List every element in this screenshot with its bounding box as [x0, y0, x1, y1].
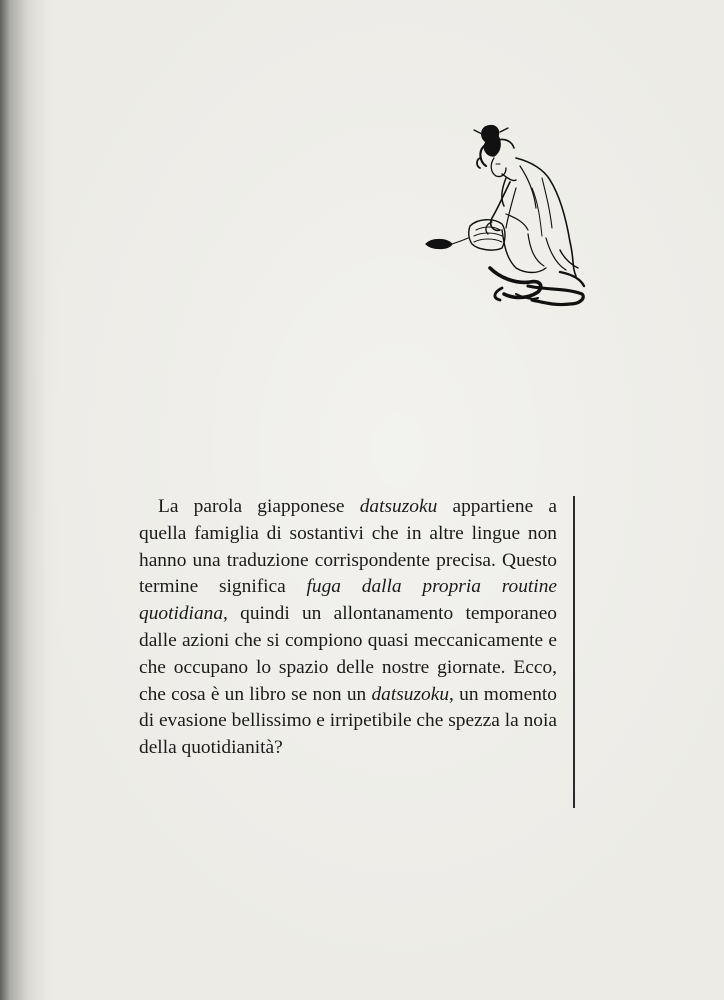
- italic-phrase: fuga dalla propria routine quotidiana: [139, 576, 557, 625]
- text-run: , quindi un allontanamento temporaneo dalle azioni che si compiono quasi meccanicamente e che occupano lo spazio delle nostre giornate. Ecco, che cosa è un libro se non un: [139, 603, 557, 705]
- kneeling-woman-ink-drawing-icon: [420, 118, 590, 323]
- italic-term: datsuzoku: [371, 683, 450, 705]
- text-run: La parola giapponese: [158, 496, 360, 517]
- margin-rule: [573, 496, 575, 808]
- text-run: appartiene a quella famiglia di sostantivi che in altre lingue non hanno una traduzione corrispondente precisa. Questo termine significa: [139, 496, 558, 598]
- text-run: , un momento di evasione bellissimo e irripetibile che spezza la noia della quotidianità?: [139, 683, 557, 759]
- page-gutter-shadow: [0, 0, 60, 1000]
- italic-term: datsuzoku: [359, 496, 438, 517]
- body-text: [139, 494, 557, 762]
- paragraph: [139, 494, 557, 762]
